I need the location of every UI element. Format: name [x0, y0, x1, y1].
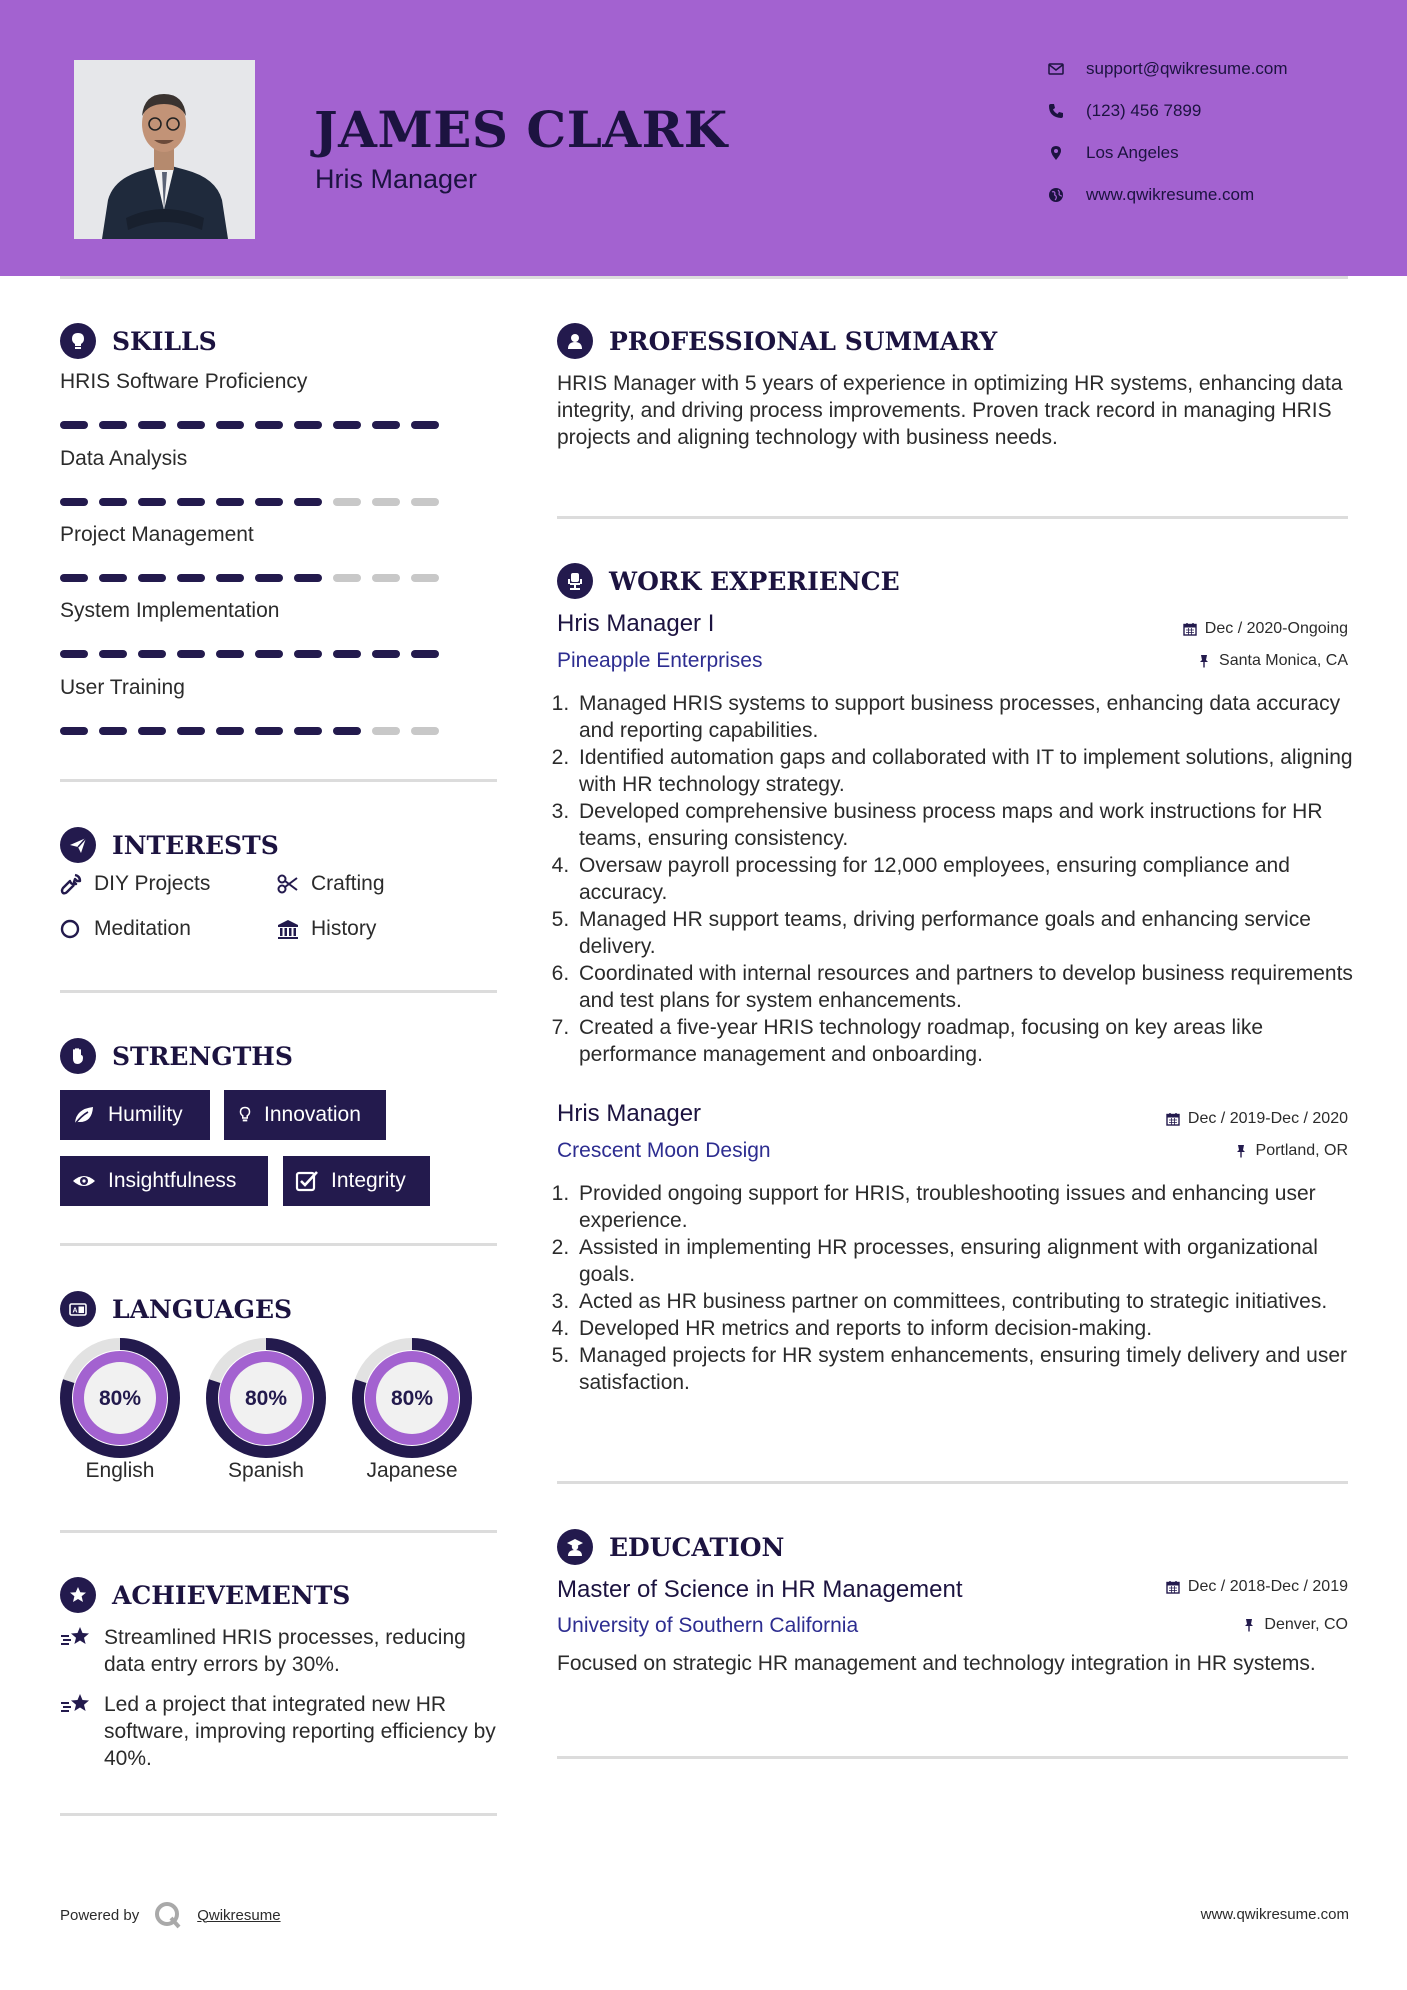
section-divider [60, 1813, 497, 1816]
company-name: Pineapple Enterprises [557, 649, 763, 672]
skill-dot-filled [216, 498, 244, 506]
skill-dot-filled [60, 727, 88, 735]
achievement-item: Led a project that integrated new HR software, improving reporting efficiency by 40%. [60, 1691, 500, 1772]
responsibility-item: 4. Developed HR metrics and reports to inform decision-making. [575, 1315, 1365, 1342]
experience-heading [557, 563, 900, 599]
achievements-heading-text: ACHIEVEMENTS [112, 1580, 351, 1610]
paper-plane-icon [60, 827, 96, 863]
leaf-icon [72, 1103, 96, 1127]
skill-name: System Implementation [60, 599, 280, 622]
skill-name: User Training [60, 676, 185, 699]
translate-icon [60, 1291, 96, 1327]
qwikresume-link[interactable]: Qwikresume [197, 1906, 281, 1924]
company-name: Crescent Moon Design [557, 1139, 771, 1162]
contact-website-text: www.qwikresume.com [1086, 185, 1255, 204]
language-name: English [85, 1459, 155, 1482]
raised-fist-icon [60, 1038, 96, 1074]
skill-dot-filled [138, 650, 166, 658]
office-chair-icon [557, 563, 593, 599]
school-name: University of Southern California [557, 1614, 859, 1637]
interest-item: Meditation [60, 917, 191, 941]
skill-dot-filled [216, 421, 244, 429]
skill-name: HRIS Software Proficiency [60, 370, 308, 393]
languages-heading [60, 1291, 292, 1327]
job-dates: Dec / 2020-Ongoing [1183, 620, 1348, 638]
skill-dot-empty [333, 574, 361, 582]
skill-dot-filled [294, 650, 322, 658]
skill-dot-filled [255, 650, 283, 658]
education-heading [557, 1529, 784, 1565]
job-location: Portland, OR [1234, 1142, 1348, 1160]
summary-heading [557, 323, 997, 359]
contact-email[interactable] [1048, 55, 1288, 83]
pushpin-icon [1197, 654, 1211, 668]
language-ring [204, 1336, 328, 1460]
contact-location [1048, 139, 1179, 167]
responsibility-item: 2. Assisted in implementing HR processes, ensuring alignment with organizational goals. [575, 1234, 1365, 1288]
contact-phone[interactable] [1048, 97, 1201, 125]
skill-dot-filled [411, 421, 439, 429]
calendar-icon [1183, 622, 1197, 636]
skill-dot-filled [216, 727, 244, 735]
strength-tag: Integrity [283, 1156, 430, 1206]
skill-dot-filled [99, 650, 127, 658]
qwikresume-logo [153, 1900, 183, 1930]
skill-dot-filled [60, 498, 88, 506]
job-dates: Dec / 2019-Dec / 2020 [1166, 1110, 1348, 1128]
interests-heading-text: INTERESTS [112, 830, 279, 860]
calendar-icon [1166, 1112, 1180, 1126]
job-responsibilities [557, 690, 1365, 1068]
shooting-star-icon [60, 1691, 92, 1719]
education-dates: Dec / 2018-Dec / 2019 [1166, 1578, 1348, 1596]
interest-item: DIY Projects [60, 872, 210, 896]
language-percent: 80% [390, 1387, 434, 1410]
skill-level-bar [60, 421, 439, 429]
skill-level-bar [60, 498, 439, 506]
achievements-heading [60, 1577, 350, 1613]
contact-website[interactable] [1048, 181, 1254, 209]
graduate-icon [557, 1529, 593, 1565]
user-icon [557, 323, 593, 359]
skill-dot-filled [294, 727, 322, 735]
language-name: Spanish [228, 1459, 304, 1482]
svg-text:A: A [72, 1307, 78, 1315]
skill-name: Project Management [60, 523, 254, 546]
skill-dot-filled [138, 498, 166, 506]
skill-dot-empty [411, 498, 439, 506]
candidate-title: Hris Manager [315, 164, 478, 194]
pushpin-icon [1242, 1618, 1256, 1632]
strength-tag: Insightfulness [60, 1156, 268, 1206]
responsibility-item: 6. Coordinated with internal resources and partners to develop business requirements and test plans for system enhancements. [575, 960, 1365, 1014]
responsibility-item: 1. Provided ongoing support for HRIS, troubleshooting issues and enhancing user experience. [575, 1180, 1365, 1234]
mail-icon [1048, 61, 1064, 77]
responsibility-item: 5. Managed projects for HR system enhancements, ensuring timely delivery and user satisfaction. [575, 1342, 1365, 1396]
skill-level-bar [60, 574, 439, 582]
skill-dot-filled [99, 574, 127, 582]
section-divider [60, 1243, 497, 1246]
skill-dot-filled [294, 574, 322, 582]
summary-text: HRIS Manager with 5 years of experience in optimizing HR systems, enhancing data integrity, and driving process improvements. Proven track record in managing HRIS projects and aligning technology with business needs. [557, 372, 1343, 449]
contact-location-text: Los Angeles [1086, 143, 1179, 162]
skill-dot-empty [372, 574, 400, 582]
language-name: Japanese [366, 1459, 458, 1482]
skill-dot-filled [333, 727, 361, 735]
skill-dot-filled [294, 421, 322, 429]
skill-dot-filled [60, 574, 88, 582]
lightbulb-icon [236, 1103, 254, 1127]
job-title: Hris Manager [557, 1100, 702, 1127]
responsibility-item: 7. Created a five-year HRIS technology roadmap, focusing on key areas like performance management and onboarding. [575, 1014, 1365, 1068]
job-title: Hris Manager I [557, 610, 715, 637]
shooting-star-icon [60, 1624, 92, 1652]
section-divider [557, 1481, 1348, 1484]
skill-dot-empty [372, 727, 400, 735]
skill-name: Data Analysis [60, 447, 188, 470]
skill-dot-filled [333, 650, 361, 658]
skill-dot-filled [99, 421, 127, 429]
summary-heading-text: PROFESSIONAL SUMMARY [609, 326, 998, 356]
eye-icon [72, 1169, 96, 1193]
education-description: Focused on strategic HR management and technology integration in HR systems. [557, 1652, 1316, 1675]
language-ring [58, 1336, 182, 1460]
responsibility-item: 2. Identified automation gaps and collaborated with IT to implement solutions, aligning with HR technology strategy. [575, 744, 1365, 798]
skill-dot-filled [333, 421, 361, 429]
skill-dot-empty [372, 498, 400, 506]
languages-heading-text: LANGUAGES [112, 1294, 293, 1324]
responsibility-item: 4. Oversaw payroll processing for 12,000 employees, ensuring compliance and accuracy. [575, 852, 1365, 906]
footer-website[interactable]: www.qwikresume.com [1200, 1906, 1349, 1923]
section-divider [60, 990, 497, 993]
scissors-icon [277, 873, 299, 895]
profile-photo [74, 60, 255, 239]
skill-dot-filled [99, 727, 127, 735]
header-divider [60, 276, 1348, 279]
language-percent: 80% [244, 1387, 288, 1410]
globe-icon [1048, 187, 1064, 203]
strengths-heading-text: STRENGTHS [112, 1041, 293, 1071]
job-location: Santa Monica, CA [1197, 652, 1348, 670]
experience-heading-text: WORK EXPERIENCE [609, 566, 900, 596]
calendar-icon [1166, 1580, 1180, 1594]
skill-level-bar [60, 650, 439, 658]
skill-dot-empty [411, 574, 439, 582]
wrench-icon [60, 873, 82, 895]
skills-heading [60, 323, 217, 359]
powered-by-text: Powered by [60, 1906, 140, 1924]
footer-branding [60, 1900, 281, 1930]
skill-dot-filled [177, 421, 205, 429]
skill-dot-filled [255, 498, 283, 506]
achievement-item: Streamlined HRIS processes, reducing data entry errors by 30%. [60, 1624, 500, 1678]
skill-dot-empty [333, 498, 361, 506]
education-location: Denver, CO [1242, 1616, 1348, 1634]
skill-dot-filled [177, 727, 205, 735]
section-divider [60, 1530, 497, 1533]
candidate-name: JAMES CLARK [314, 100, 728, 159]
checkbox-icon [295, 1169, 319, 1193]
interest-item: Crafting [277, 872, 385, 896]
strength-tag: Innovation [224, 1090, 386, 1140]
section-divider [60, 779, 497, 782]
skill-dot-filled [60, 421, 88, 429]
skill-dot-filled [177, 650, 205, 658]
skill-dot-filled [372, 650, 400, 658]
responsibility-item: 5. Managed HR support teams, driving performance goals and enhancing service delivery. [575, 906, 1365, 960]
skill-dot-filled [216, 650, 244, 658]
skill-dot-filled [177, 574, 205, 582]
skill-dot-filled [99, 498, 127, 506]
skill-dot-filled [372, 421, 400, 429]
lightbulb-icon [60, 323, 96, 359]
strengths-heading [60, 1038, 293, 1074]
portrait-image [74, 60, 255, 239]
degree-title: Master of Science in HR Management [557, 1576, 963, 1603]
skill-dot-filled [255, 574, 283, 582]
education-heading-text: EDUCATION [609, 1532, 785, 1562]
strength-tag: Humility [60, 1090, 210, 1140]
phone-icon [1048, 103, 1064, 119]
skill-dot-filled [255, 421, 283, 429]
language-gauge [350, 1336, 474, 1465]
skill-dot-filled [255, 727, 283, 735]
location-pin-icon [1048, 145, 1064, 161]
skill-dot-filled [411, 650, 439, 658]
skill-dot-filled [216, 574, 244, 582]
skill-dot-filled [294, 498, 322, 506]
skill-dot-filled [60, 650, 88, 658]
skill-dot-empty [411, 727, 439, 735]
interests-heading [60, 827, 279, 863]
section-divider [557, 1756, 1348, 1759]
contact-email-text: support@qwikresume.com [1086, 59, 1288, 78]
pushpin-icon [1234, 1144, 1248, 1158]
responsibility-item: 3. Developed comprehensive business process maps and work instructions for HR teams, ensuring consistency. [575, 798, 1365, 852]
language-gauge [58, 1336, 182, 1465]
language-ring [350, 1336, 474, 1460]
responsibility-item: 3. Acted as HR business partner on committees, contributing to strategic initiatives. [575, 1288, 1365, 1315]
contact-phone-text: (123) 456 7899 [1086, 101, 1202, 120]
skill-dot-filled [138, 421, 166, 429]
interest-item: History [277, 917, 376, 941]
language-gauge [204, 1336, 328, 1465]
skills-heading-text: SKILLS [112, 326, 217, 356]
institution-icon [277, 918, 299, 940]
section-divider [557, 516, 1348, 519]
star-badge-icon [60, 1577, 96, 1613]
skill-dot-filled [177, 498, 205, 506]
skill-dot-filled [138, 727, 166, 735]
skill-level-bar [60, 727, 439, 735]
language-percent: 80% [98, 1387, 142, 1410]
job-responsibilities [557, 1180, 1365, 1396]
circle-icon [60, 918, 82, 940]
responsibility-item: 1. Managed HRIS systems to support business processes, enhancing data accuracy and reporting capabilities. [575, 690, 1365, 744]
skill-dot-filled [138, 574, 166, 582]
